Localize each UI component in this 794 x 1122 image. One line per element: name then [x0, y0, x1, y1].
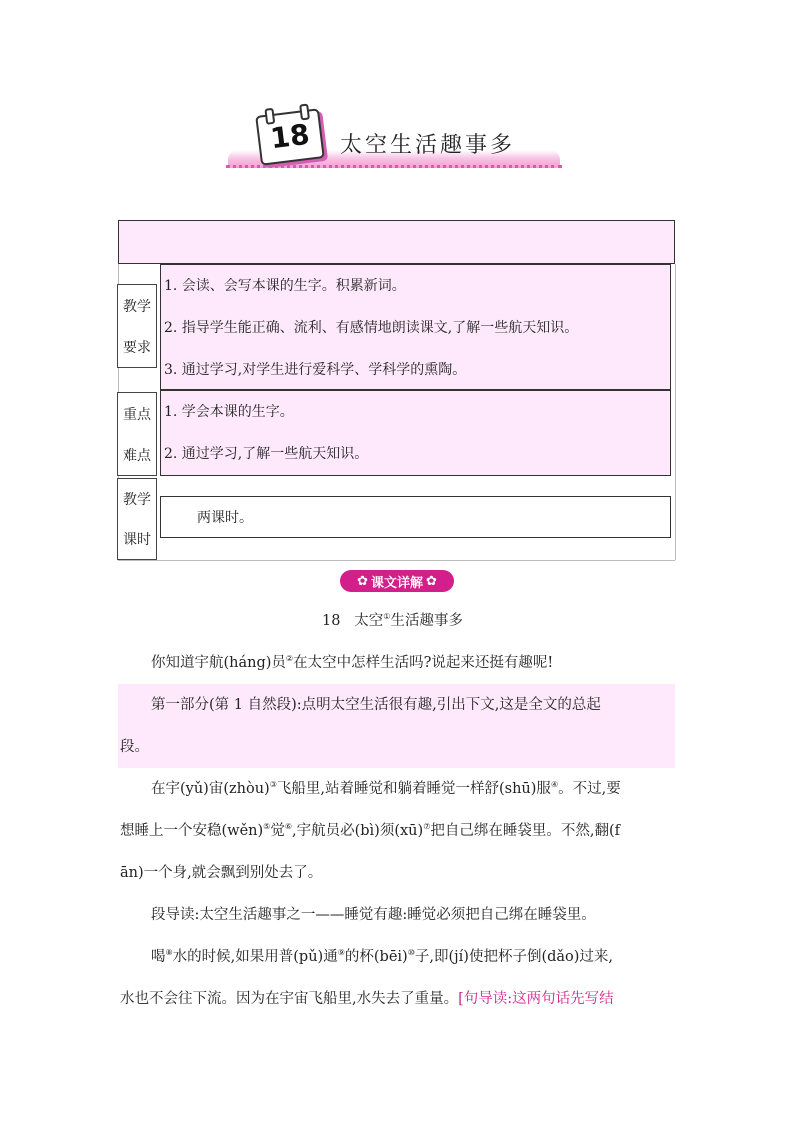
- keypoints-label: [117, 392, 157, 476]
- paragraph-2-line-1: [151, 782, 621, 797]
- footnote-marker: ⑨: [337, 948, 345, 958]
- keypoints-label-bottom: 难点: [123, 447, 151, 464]
- table-header-band: [118, 220, 675, 264]
- keypoint-2: 2. 通过学习,了解一些航天知识。: [164, 446, 369, 462]
- text-run: 。不过,要: [558, 781, 621, 797]
- text-heading-part: 生活趣事多: [390, 613, 463, 629]
- table-grid-bottom: [118, 560, 675, 561]
- text-run: 子,即(jí)使把杯子倒(dǎo)过来,: [414, 949, 614, 965]
- objectives-label-top: 教学: [123, 298, 151, 315]
- objectives-label: [117, 284, 157, 368]
- footnote-marker: ⑦: [423, 822, 431, 832]
- objectives-label-bottom: 要求: [123, 339, 151, 356]
- star-icon: ✿: [357, 573, 368, 589]
- star-icon: ✿: [426, 573, 437, 589]
- keypoint-1: 1. 学会本课的生字。: [164, 404, 294, 420]
- text-run: 在太空中怎样生活吗?说起来还挺有趣呢!: [293, 655, 554, 671]
- text-run: 把自己绑在睡袋里。不然,翻(f: [430, 823, 620, 839]
- text-run: 喝: [151, 949, 166, 965]
- text-run: 在宇(yǔ)宙(zhòu): [151, 781, 270, 797]
- section-badge: [340, 570, 454, 592]
- paragraph-2-line-2: [120, 824, 620, 839]
- footnote-marker: ⑥: [284, 822, 292, 832]
- footnote-marker: ⑧: [165, 948, 173, 958]
- text-heading: [322, 614, 463, 629]
- text-heading-number: 18: [322, 613, 341, 629]
- objective-2: 2. 指导学生能正确、流利、有感情地朗读课文,了解一些航天知识。: [164, 320, 579, 336]
- hours-value: 两课时。: [197, 510, 253, 526]
- title-banner-dots: [226, 165, 562, 168]
- objective-3: 3. 通过学习,对学生进行爱科学、学科学的熏陶。: [164, 362, 467, 378]
- footnote-marker: ④: [550, 780, 559, 790]
- keypoints-cell: [160, 390, 671, 476]
- text-run: 的杯(bēi): [344, 949, 408, 965]
- sentence-guide-note: [句导读:这两句话先写结: [458, 991, 614, 1007]
- part1-summary-line1: 第一部分(第 1 自然段):点明太空生活很有趣,引出下文,这是全文的总起: [151, 697, 601, 713]
- text-run: ,宇航员必(bì)须(xū): [292, 823, 424, 839]
- footnote-marker: ③: [269, 780, 277, 790]
- paragraph-3-line-2: [120, 992, 614, 1007]
- text-run: 觉: [270, 823, 285, 839]
- paragraph-3-line-1: [151, 950, 613, 965]
- text-run: 飞船里,站着睡觉和躺着睡觉一样舒(shū)服: [276, 781, 551, 797]
- paragraph-1: [151, 656, 553, 671]
- hours-label: [117, 478, 157, 560]
- footnote-marker: ②: [285, 654, 294, 664]
- text-run: 水也不会往下流。因为在宇宙飞船里,水失去了重量。: [120, 991, 459, 1007]
- paragraph-guide-1: 段导读:太空生活趣事之一——睡觉有趣:睡觉必须把自己绑在睡袋里。: [151, 907, 596, 923]
- paragraph-2-line-3: ān)一个身,就会飘到别处去了。: [120, 865, 323, 881]
- part1-summary-line2: 段。: [120, 739, 149, 755]
- footnote-marker: ⑩: [407, 948, 415, 958]
- text-run: 想睡上一个安稳(wěn): [120, 823, 264, 839]
- objectives-cell: [160, 264, 671, 390]
- hours-cell: [160, 496, 671, 538]
- lesson-title: 太空生活趣事多: [340, 133, 516, 158]
- hours-label-bottom: 课时: [123, 532, 151, 548]
- footnote-marker: ①: [383, 612, 391, 622]
- lesson-number: 18: [268, 117, 312, 156]
- text-run: 你知道宇航(háng)员: [151, 655, 286, 671]
- hours-label-top: 教学: [123, 492, 151, 508]
- text-heading-part: 太空: [354, 613, 384, 629]
- calendar-icon: [255, 108, 325, 165]
- objective-1: 1. 会读、会写本课的生字。积累新词。: [164, 278, 406, 294]
- table-grid-right: [675, 264, 676, 560]
- text-run: 水的时候,如果用普(pǔ)通: [172, 949, 338, 965]
- footnote-marker: ⑤: [263, 822, 271, 832]
- keypoints-label-top: 重点: [123, 406, 151, 423]
- section-badge-label: 课文详解: [370, 575, 423, 591]
